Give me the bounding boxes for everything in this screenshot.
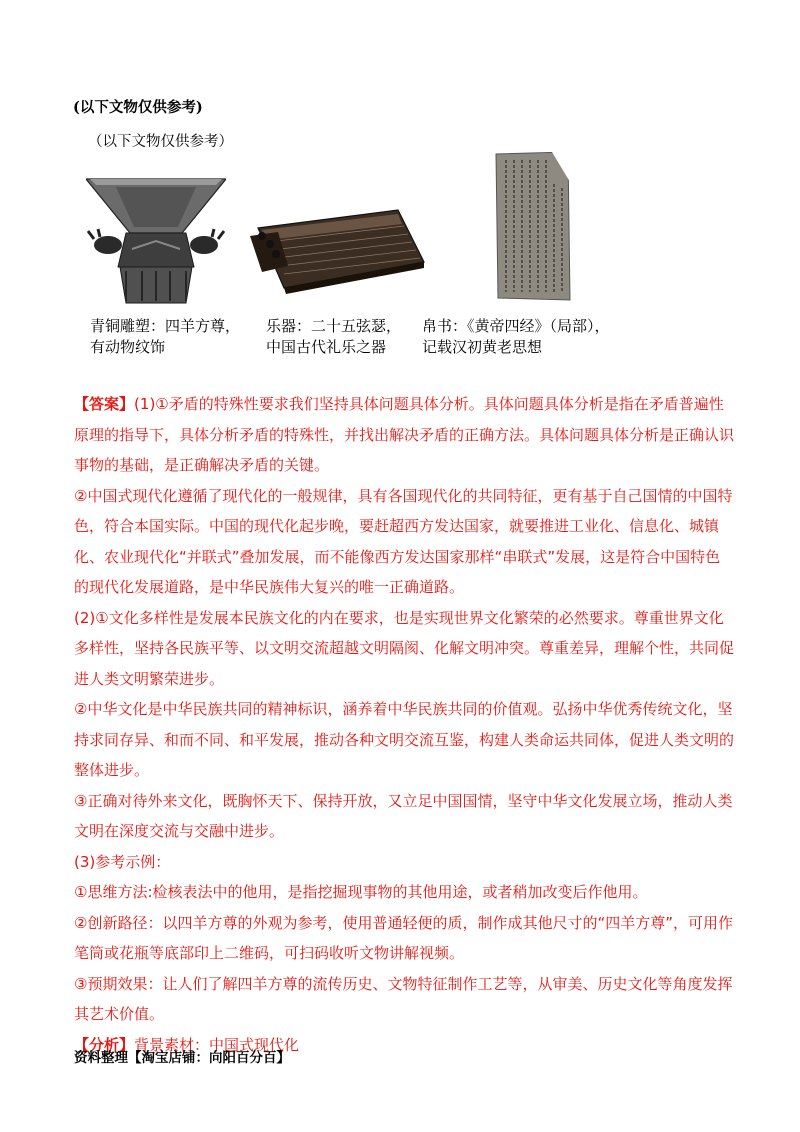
caption-line: 有动物纹饰 <box>90 338 166 356</box>
figure-note: （以下文物仅供参考） <box>88 134 233 150</box>
page-note: (以下文物仅供参考) <box>73 99 203 116</box>
answer-section <box>74 389 734 1060</box>
answer-paragraph: ③正确对待外来文化，既胸怀天下、保持开放，又立足中国国情，坚守中华文化发展立场，推动人类文明在深度交流与交融中进步。 <box>74 791 733 840</box>
answer-paragraph: ②创新路径：以四羊方尊的外观为参考，使用普通轻便的质，制作成其他尺寸的“四羊方尊”，可用作笔筒或花瓶等底部印上二维码，可扫码收听文物讲解视频。 <box>74 913 733 962</box>
answer-paragraph: ①思维方法:检核表法中的他用，是指挖掘现事物的其他用途，或者稍加改变后作他用。 <box>74 883 648 901</box>
answer-paragraph: (2)①文化多样性是发展本民族文化的内在要求，也是实现世界文化繁荣的必然要求。尊重世界文化多样性，坚持各民族平等、以文明交流超越文明隔阂、化解文明冲突。尊重差异，理解个性，共同促进人类文明繁荣进步。 <box>74 608 735 688</box>
analysis-text: 背景素材：中国式现代化 <box>134 1035 300 1054</box>
silk-manuscript-icon <box>492 152 572 302</box>
answer-paragraph: ③预期效果：让人们了解四羊方尊的流传历史、文物特征制作工艺等，从审美、历史文化等角度发挥其艺术价值。 <box>74 974 733 1023</box>
answer-paragraph <box>74 389 734 481</box>
caption-bronze <box>90 316 240 358</box>
analysis-tag-close: 】 <box>119 1035 135 1054</box>
answer-text: (1)①矛盾的特殊性要求我们坚持具体问题具体分析。具体问题具体分析是指在矛盾普遍性原理的指导下，具体分析矛盾的特殊性，并找出解决矛盾的正确方法。具体问题具体分析是正确认识事物的基础，是正确解决矛盾的关键。 <box>74 395 735 474</box>
analysis-tag: 分析 <box>89 1035 120 1054</box>
answer-tag-open: 【 <box>74 395 90 413</box>
answer-paragraph: ②中华文化是中华民族共同的精神标识，涵养着中华民族共同的价值观。弘扬中华优秀传统文化，坚持求同存异、和而不同、和平发展，推动各种文明交流互鉴，构建人类命运共同体，促进人类文明的整体进步。 <box>74 700 735 779</box>
caption-manuscript <box>422 316 610 358</box>
footer-source: 资料整理【淘宝店铺：向阳百分百】 <box>74 1050 290 1066</box>
caption-line: 青铜雕塑：四羊方尊， <box>90 317 241 335</box>
caption-line: 乐器：二十五弦瑟， <box>266 317 402 335</box>
answer-tag: 答案 <box>89 395 120 413</box>
answer-paragraph: (3)参考示例： <box>74 852 171 871</box>
zither-se-icon <box>248 206 428 296</box>
caption-zither <box>266 316 401 358</box>
bronze-zun-icon <box>86 171 226 311</box>
caption-line: 中国古代礼乐之器 <box>266 338 387 356</box>
artifact-figure <box>80 126 680 366</box>
answer-tag-close: 】 <box>119 395 135 413</box>
caption-line: 记载汉初黄老思想 <box>422 338 543 356</box>
caption-line: 帛书：《黄帝四经》（局部）， <box>422 317 610 335</box>
answer-paragraph: ②中国式现代化遵循了现代化的一般规律，具有各国现代化的共同特征，更有基于自己国情的中国特色，符合本国实际。中国的现代化起步晚，要赶超西方发达国家，就要推进工业化、信息化、城镇化、农业现代化“并联式”叠加发展，而不能像西方发达国家那样“串联式”发展，这是符合中国特色的现代化发展道路，是中华民族伟大复兴的唯一正确道路。 <box>74 486 733 596</box>
analysis-tag-open: 【 <box>74 1035 90 1054</box>
